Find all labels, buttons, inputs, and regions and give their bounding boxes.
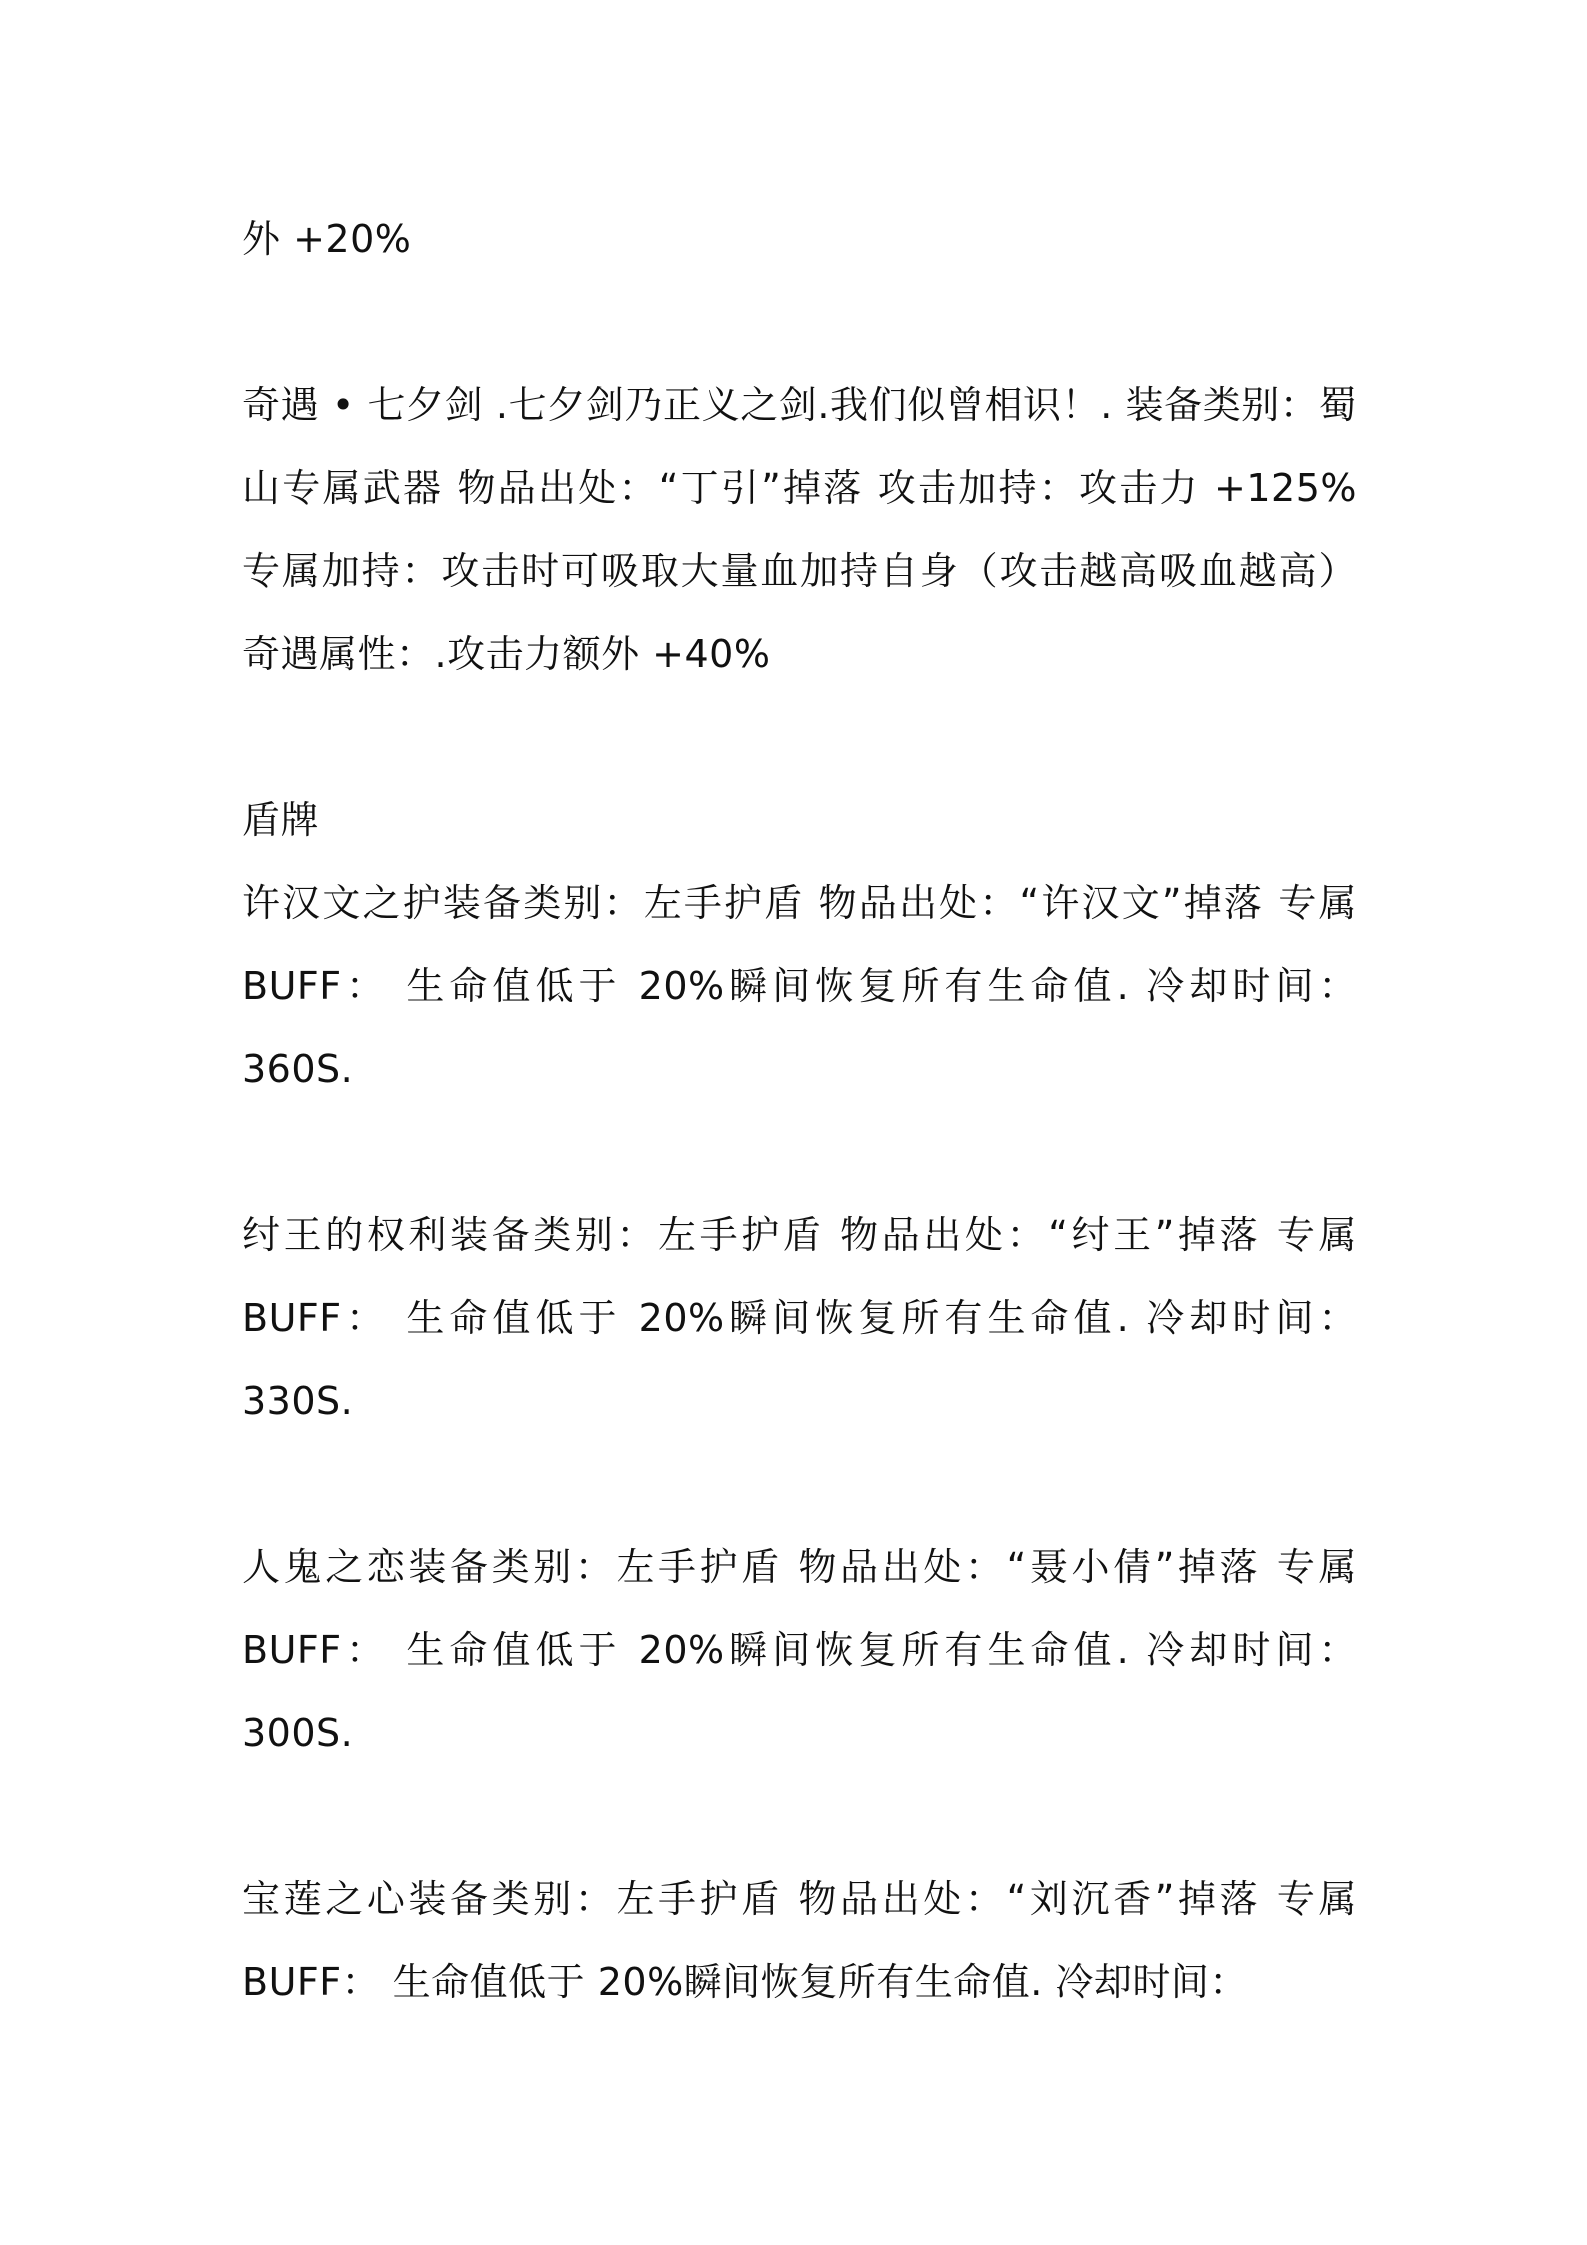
document-body xyxy=(242,198,1357,2024)
paragraph-gap xyxy=(242,281,1357,364)
paragraph-qixi-sword: 奇遇 • 七夕剑 .七夕剑乃正义之剑.我们似曾相识！. 装备类别：蜀山专属武器 物品出处：“丁引”掉落 攻击加持：攻击力 +125% 专属加持：攻击时可吸取大量血加持自身（攻击越高吸血越高）奇遇属性：.攻击力额外 +40% xyxy=(242,383,1357,676)
paragraph-gap xyxy=(242,1443,1357,1526)
paragraph-gap xyxy=(242,696,1357,779)
paragraph-bao-lian-shield: 宝莲之心装备类别：左手护盾 物品出处：“刘沉香”掉落 专属 BUFF： 生命值低于 20%瞬间恢复所有生命值. 冷却时间： xyxy=(242,1877,1357,2004)
paragraph-ren-gui-shield: 人鬼之恋装备类别：左手护盾 物品出处：“聂小倩”掉落 专属 BUFF： 生命值低于 20%瞬间恢复所有生命值. 冷却时间：300S. xyxy=(242,1545,1357,1755)
paragraph-zhou-wang-shield: 纣王的权利装备类别：左手护盾 物品出处：“纣王”掉落 专属 BUFF： 生命值低于 20%瞬间恢复所有生命值. 冷却时间：330S. xyxy=(242,1213,1357,1423)
section-heading-shield: 盾牌 xyxy=(242,798,320,842)
paragraph-continuation: 外 +20% xyxy=(242,217,412,261)
paragraph-gap xyxy=(242,1775,1357,1858)
paragraph-xu-hanwen-shield: 许汉文之护装备类别：左手护盾 物品出处：“许汉文”掉落 专属 BUFF： 生命值低于 20%瞬间恢复所有生命值. 冷却时间：360S. xyxy=(242,881,1357,1091)
paragraph-gap xyxy=(242,1111,1357,1194)
